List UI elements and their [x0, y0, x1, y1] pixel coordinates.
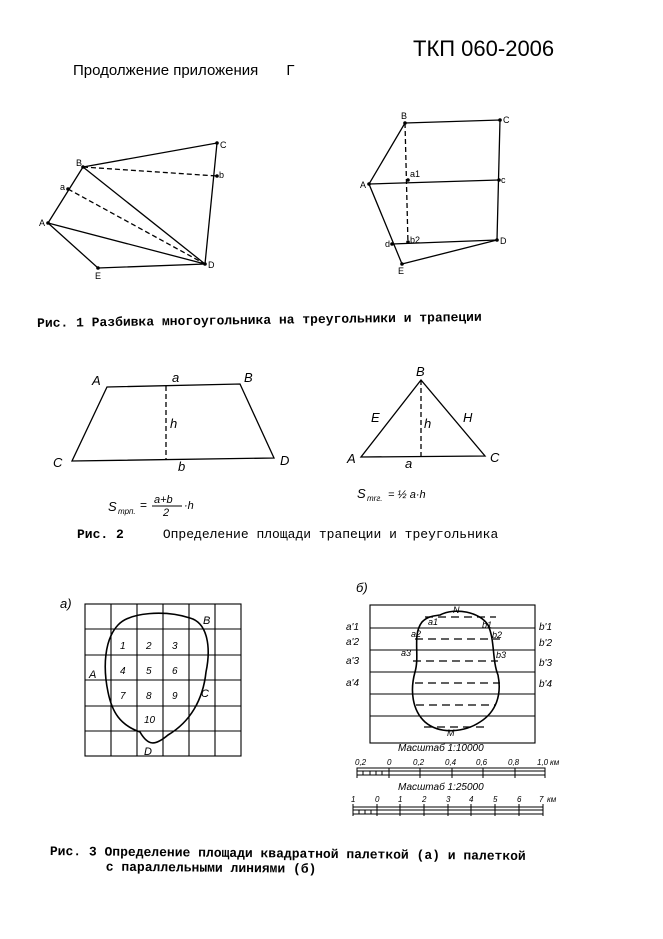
fig1-right-label-C: C	[503, 115, 510, 125]
grid-cell-8: 8	[146, 691, 152, 702]
fig3b-label-N: N	[453, 605, 460, 615]
right-label-4: b'4	[539, 679, 553, 690]
fig3b-label-M: M	[447, 728, 455, 738]
fig2-triangle-formula	[357, 486, 426, 503]
fig1-right-label-E: E	[398, 266, 405, 276]
fig2-trap-label-a: a	[172, 370, 180, 385]
grid-cell-2: 2	[146, 641, 152, 652]
scale1-tick-0: 0,2	[355, 758, 367, 767]
scale2-tick-3: 2	[422, 795, 427, 804]
scale1-tick-2: 0,2	[413, 758, 425, 767]
left-label-2: a'2	[346, 637, 360, 648]
trap-formula-num: a+b	[154, 494, 173, 506]
scale1-title: Масштаб 1:10000	[398, 743, 484, 754]
fig2-trap-label-h: h	[170, 416, 178, 431]
fig2-tri-label-E: E	[371, 410, 380, 425]
grid-cell-1: 1	[120, 641, 126, 652]
fig1-right-label-D: D	[500, 236, 507, 246]
tri-formula-s: S	[357, 486, 366, 501]
scale2-tick-1: 0	[375, 795, 380, 804]
grid-cell-9: 9	[172, 691, 178, 702]
left-label-3: a'3	[346, 656, 360, 667]
vertex-dots	[46, 118, 502, 270]
grid-cell-5: 5	[146, 666, 152, 677]
fig1-right-label-A: A	[360, 180, 367, 190]
fig1-right-label-a1: a1	[410, 169, 421, 179]
fig3a-label-B: B	[203, 615, 211, 627]
fig1-left-label-b: b	[219, 170, 225, 180]
fig2-tri-label-A: A	[347, 451, 356, 466]
fig2-trap-label-C: C	[53, 455, 63, 470]
scale1-tick-1: 0	[387, 758, 392, 767]
fig3-square-grid	[85, 604, 241, 756]
figure3-caption-line2: с параллельными линиями (б)	[105, 859, 317, 877]
figure2-caption-text: Определение площади трапеции и треугольника	[162, 527, 499, 542]
fig3-parallel-grid	[370, 605, 535, 743]
figure1-caption: Рис. 1 Разбивка многоугольника на треугольники и трапеции	[37, 309, 482, 331]
grid-cell-3: 3	[172, 641, 178, 652]
grid-cell-10: 10	[144, 715, 156, 726]
grid-cell-4: 4	[120, 666, 126, 677]
tri-formula-sub: тrг.	[367, 494, 383, 503]
fig3a-label-D: D	[144, 746, 152, 758]
fig1-left-label-D: D	[208, 260, 215, 270]
trap-formula-sub: трп.	[118, 507, 136, 516]
document-code: ТКП 060-2006	[413, 36, 555, 61]
fig1-right-label-b2: b2	[410, 235, 421, 245]
scale2-tick-0: 1	[351, 795, 356, 804]
scale2-title: Масштаб 1:25000	[398, 782, 484, 793]
scale2-tick-6: 5	[493, 795, 498, 804]
right-label-2: b'2	[539, 638, 553, 649]
fig2-trap-label-b: b	[178, 459, 186, 474]
inner-right-1: b1	[482, 620, 493, 630]
inner-right-2: b2	[492, 630, 503, 640]
scale2-tick-8: 7	[539, 795, 544, 804]
svg-text:=: =	[140, 498, 148, 512]
fig2-trap-label-D: D	[280, 453, 290, 468]
figure3-caption	[50, 844, 526, 879]
fig2-tri-label-C: C	[490, 450, 500, 465]
inner-left-3: a3	[401, 648, 412, 658]
left-label-4: a'4	[346, 678, 360, 689]
scale1-tick-3: 0,4	[445, 758, 457, 767]
fig1-right-label-B: B	[401, 111, 408, 121]
fig3a-label-A: A	[89, 669, 97, 681]
trap-formula-tail: ·h	[184, 500, 194, 512]
grid-cell-7: 7	[120, 691, 126, 702]
fig1-left-polygon	[48, 143, 217, 268]
fig3-panel-a-label: а)	[60, 596, 72, 611]
figure2-caption-number: Рис. 2	[77, 527, 124, 542]
fig2-tri-label-a: a	[405, 456, 413, 471]
fig2-trap-label-B: B	[244, 370, 253, 385]
scale2-tick-5: 4	[469, 795, 474, 804]
scale-bar-25000	[353, 804, 543, 816]
scale-bar-10000	[357, 768, 545, 778]
scale2-unit: км	[547, 795, 557, 804]
fig3-panel-b-label: б)	[356, 580, 368, 595]
fig2-tri-label-B: B	[416, 364, 425, 379]
fig2-tri-label-H: H	[463, 410, 473, 425]
trap-formula-s: S	[108, 499, 117, 514]
fig1-left-label-B: B	[76, 158, 83, 168]
fig2-trapezoid-formula	[108, 494, 194, 519]
scale1-unit: км	[550, 758, 560, 767]
scale2-tick-4: 3	[446, 795, 451, 804]
fig1-right-label-c: c	[501, 175, 506, 185]
figure2-caption	[77, 527, 498, 542]
fig1-left-label-C: C	[220, 140, 227, 150]
right-label-3: b'3	[539, 658, 553, 669]
fig1-right-label-d: d	[385, 239, 391, 249]
fig1-left-label-a: a	[60, 182, 66, 192]
fig1-left-label-E: E	[95, 271, 102, 281]
grid-cell-6: 6	[172, 666, 178, 677]
inner-left-1: a1	[428, 617, 439, 627]
figure3-caption-line1: Рис. 3 Определение площади квадратной палеткой (а) и палеткой	[49, 844, 526, 864]
subtitle-text: Продолжение приложения	[73, 62, 259, 79]
fig2-tri-label-h: h	[424, 416, 432, 431]
inner-left-2: a2	[411, 629, 422, 639]
left-label-1: a'1	[346, 622, 360, 633]
right-label-1: b'1	[539, 622, 553, 633]
tri-formula-eq: = ½ a·h	[388, 489, 426, 501]
fig3a-contour	[105, 613, 211, 743]
inner-right-3: b3	[496, 650, 507, 660]
trap-formula-den: 2	[163, 507, 170, 519]
scale2-tick-2: 1	[398, 795, 403, 804]
fig2-trap-label-A: A	[92, 373, 101, 388]
scale1-tick-5: 0,8	[508, 758, 520, 767]
fig1-left-label-A: A	[39, 218, 46, 228]
scale1-tick-4: 0,6	[476, 758, 488, 767]
scale2-tick-7: 6	[517, 795, 522, 804]
scale1-tick-6: 1,0	[537, 758, 549, 767]
fig3a-label-C: C	[201, 688, 209, 700]
appendix-letter: Г	[286, 62, 295, 79]
